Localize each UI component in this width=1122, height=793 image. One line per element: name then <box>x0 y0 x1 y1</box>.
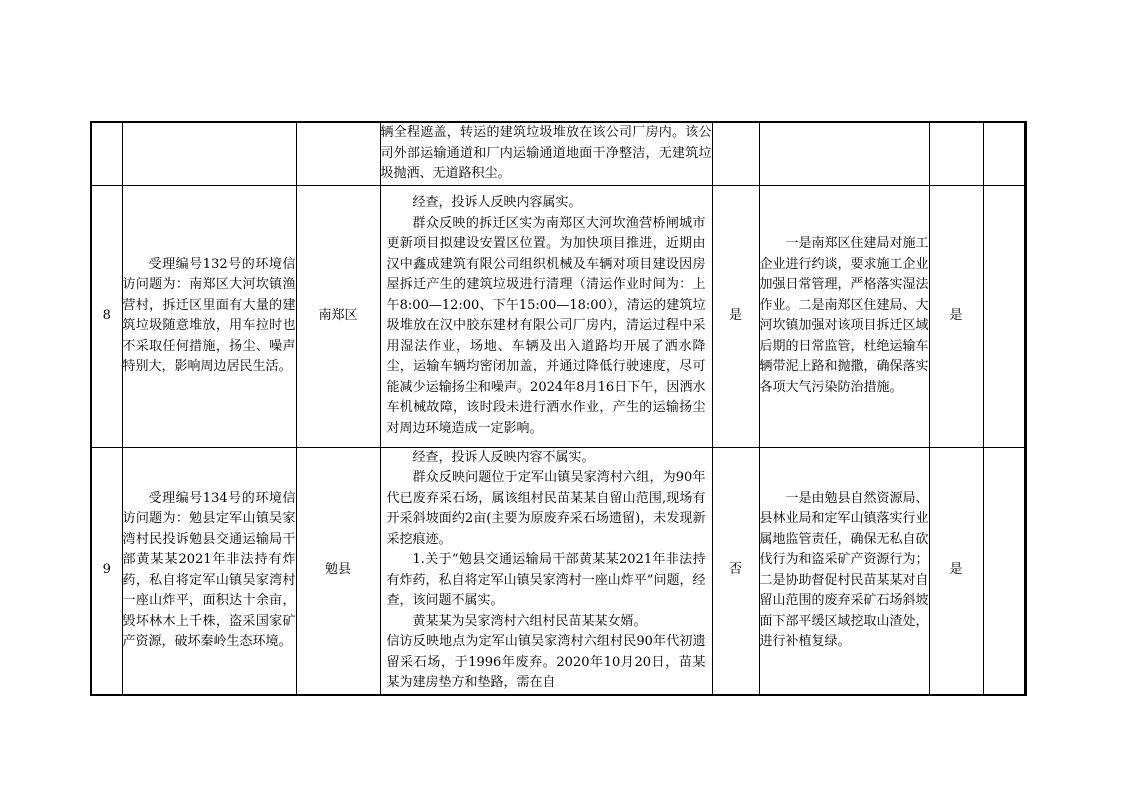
completion-status: 是 <box>929 185 983 447</box>
row-number <box>91 122 122 185</box>
completion-status: 是 <box>929 447 983 695</box>
findings-paragraph: 1.关于“勉县交通运输局干部黄某某2021年非法持有炸药，私自将定军山镇吴家湾村一座山炸平”问题，经查，该问题不属实。 <box>386 552 706 608</box>
findings-cell <box>380 447 712 695</box>
row-number: 9 <box>91 447 122 695</box>
issue-description <box>122 122 296 185</box>
remark <box>983 447 1024 695</box>
rectification-text <box>759 122 929 185</box>
remark <box>983 122 1024 185</box>
district: 勉县 <box>296 447 380 695</box>
findings-paragraph: 群众反映问题位于定军山镇吴家湾村六组，为90年代已废弃采石场，属该组村民苗某某自留山范围,现场有开采斜坡面约2亩(主要为原废弃采石场遗留)，未发现新采挖痕迹。 <box>386 470 706 547</box>
is-true-flag: 否 <box>712 447 759 695</box>
findings-paragraph: 经查，投诉人反映内容不属实。 <box>412 449 595 465</box>
issue-description: 受理编号134号的环境信访问题为：勉县定军山镇吴家湾村民投诉勉县交通运输局干部黄某某2021年非法持有炸药，私自将定军山镇吴家湾村一座山炸平，面积达十余亩，毁坏林木上千株，盗采国家矿产资源，破坏秦岭生态环境。 <box>122 447 296 695</box>
is-true-flag <box>712 122 759 185</box>
table-row <box>91 185 1026 447</box>
findings-paragraph: 信访反映地点为定军山镇吴家湾村六组村民90年代初遗留采石场，于1996年废弃。2020年10月20日，苗某某为建房垫方和垫路，需在自 <box>386 634 706 690</box>
table-row <box>91 122 1026 185</box>
district: 南郑区 <box>296 185 380 447</box>
remark <box>983 185 1024 447</box>
rectification-text: 一是南郑区住建局对施工企业进行约谈，要求施工企业加强日常管理，严格落实湿法作业。二是南郑区住建局、大河坎镇加强对该项目拆迁区域后期的日常监管，杜绝运输车辆带泥上路和抛撒，确保落实各项大气污染防治措施。 <box>759 185 929 447</box>
table-row <box>91 447 1026 695</box>
issue-description: 受理编号132号的环境信访问题为：南郑区大河坎镇渔营村，拆迁区里面有大量的建筑垃圾随意堆放，用车拉时也不采取任何措施，扬尘、噪声特别大，影响周边居民生活。 <box>122 185 296 447</box>
findings-cell <box>380 185 712 447</box>
is-true-flag: 是 <box>712 185 759 447</box>
district <box>296 122 380 185</box>
findings-paragraph: 群众反映的拆迁区实为南郑区大河坎渔营桥闸城市更新项目拟建设安置区位置。为加快项目推进，近期由汉中鑫成建筑有限公司组织机械及车辆对项目建设因房屋拆迁产生的建筑垃圾进行清理（清运作业时间为：上午8:00—12:00、下午15:00—18:00），清运的建筑垃圾堆放在汉中胶东建材有限公司厂房内，清运过程中采用湿法作业，场地、车辆及出入道路均开展了洒水降尘，运输车辆均密闭加盖，并通过降低行驶速度，尽可能减少运输扬尘和噪声。2024年8月16日下午，因洒水车机械故障，该时段未进行洒水作业，产生的运输扬尘对周边环境造成一定影响。 <box>386 215 706 436</box>
complaint-table <box>90 121 1027 696</box>
findings-text: 辆全程遮盖，转运的建筑垃圾堆放在该公司厂房内。该公司外部运输通道和厂内运输通道地面干净整洁，无建筑垃圾抛洒、无道路积尘。 <box>380 122 712 185</box>
rectification-text: 一是由勉县自然资源局、县林业局和定军山镇落实行业属地监管责任，确保无私自砍伐行为和盗采矿产资源行为；二是协助督促村民苗某某对自留山范围的废弃采矿石场斜坡面下部平缓区域挖取山渣处，进行补植复绿。 <box>759 447 929 695</box>
findings-paragraph: 经查，投诉人反映内容属实。 <box>412 195 582 210</box>
row-number: 8 <box>91 185 122 447</box>
completion-status <box>929 122 983 185</box>
findings-paragraph: 黄某某为吴家湾村六组村民苗某某女婿。 <box>412 613 647 629</box>
